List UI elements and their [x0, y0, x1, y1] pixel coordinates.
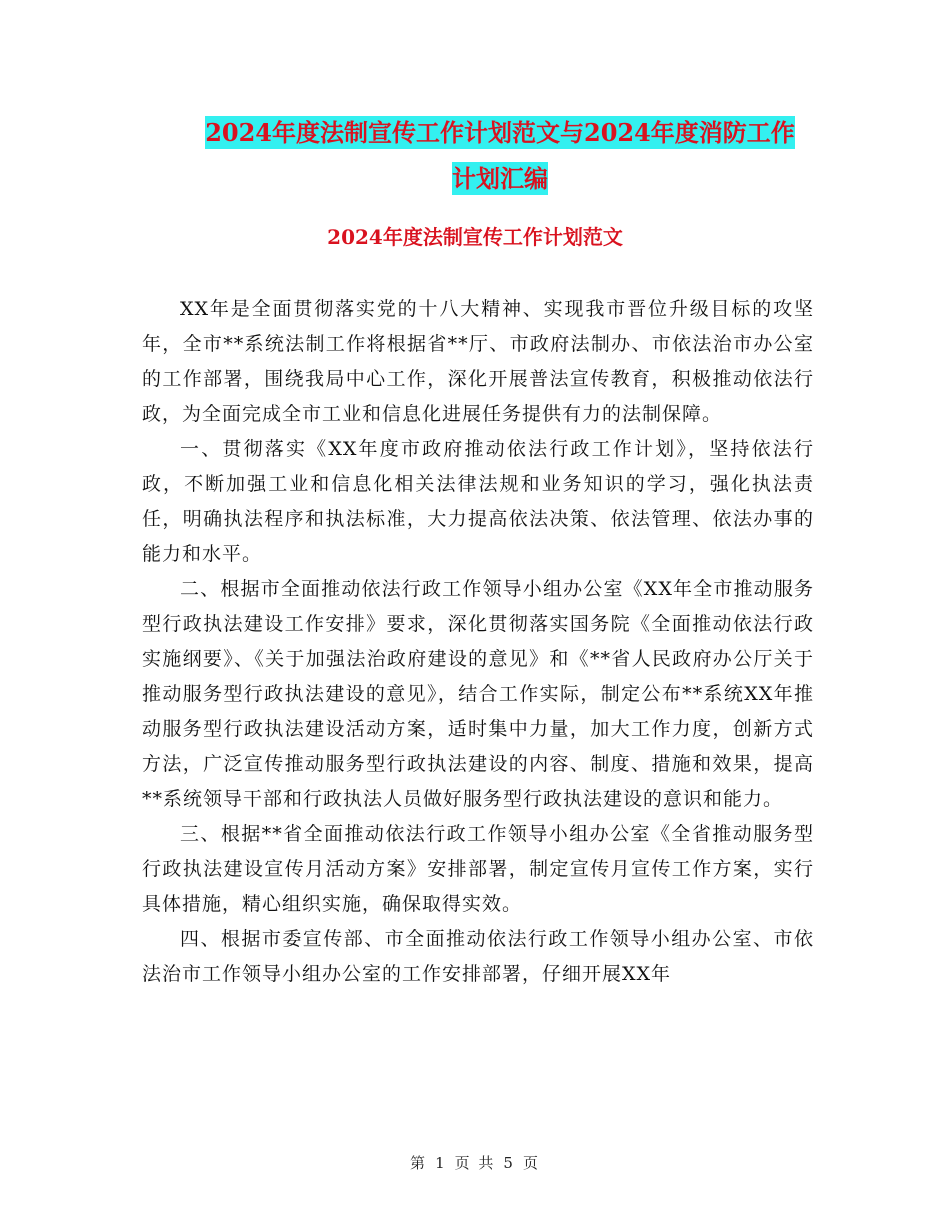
- page-footer: [0, 1152, 950, 1173]
- paragraph-item-3: 三、根据**省全面推动依法行政工作领导小组办公室《全省推动服务型行政执法建设宣传月活动方案》安排部署，制定宣传月宣传工作方案，实行具体措施，精心组织实施，确保取得实效。: [142, 823, 814, 915]
- document-body: [142, 292, 814, 992]
- paragraph-item-2: 二、根据市全面推动依法行政工作领导小组办公室《XX年全市推动服务型行政执法建设工作安排》要求，深化贯彻落实国务院《全面推动依法行政实施纲要》、《关于加强法治政府建设的意见》和《**省人民政府办公厅关于推动服务型行政执法建设的意见》，结合工作实际，制定公布**系统XX年推动服务型行政执法建设活动方案，适时集中力量，加大工作力度，创新方式方法，广泛宣传推动服务型行政执法建设的内容、制度、措施和效果，提高**系统领导干部和行政执法人员做好服务型行政执法建设的意识和能力。: [142, 578, 814, 810]
- section-heading: 2024年度法制宣传工作计划范文: [327, 225, 623, 249]
- paragraph-item-1: 一、贯彻落实《XX年度市政府推动依法行政工作计划》，坚持依法行政，不断加强工业和信息化相关法律法规和业务知识的学习，强化执法责任，明确执法程序和执法标准，大力提高依法决策、依法管理、依法办事的能力和水平。: [142, 438, 814, 565]
- footer-suffix: 页: [522, 1154, 540, 1172]
- footer-prefix: 第: [410, 1154, 428, 1172]
- title-line-1: 2024年度法制宣传工作计划范文与2024年度消防工作: [205, 118, 795, 147]
- document-title: [150, 110, 850, 202]
- paragraph-item-4: 四、根据市委宣传部、市全面推动依法行政工作领导小组办公室、市依法治市工作领导小组办公室的工作安排部署，仔细开展XX年: [142, 928, 814, 985]
- paragraph-intro: XX年是全面贯彻落实党的十八大精神、实现我市晋位升级目标的攻坚年，全市**系统法制工作将根据省**厅、市政府法制办、市依法治市办公室的工作部署，围绕我局中心工作，深化开展普法宣传教育，积极推动依法行政，为全面完成全市工业和信息化进展任务提供有力的法制保障。: [142, 298, 814, 425]
- footer-middle: 页 共: [454, 1154, 496, 1172]
- footer-page-number: 1: [435, 1154, 447, 1172]
- footer-total-pages: 5: [503, 1154, 515, 1172]
- title-line-2: 计划汇编: [452, 164, 548, 193]
